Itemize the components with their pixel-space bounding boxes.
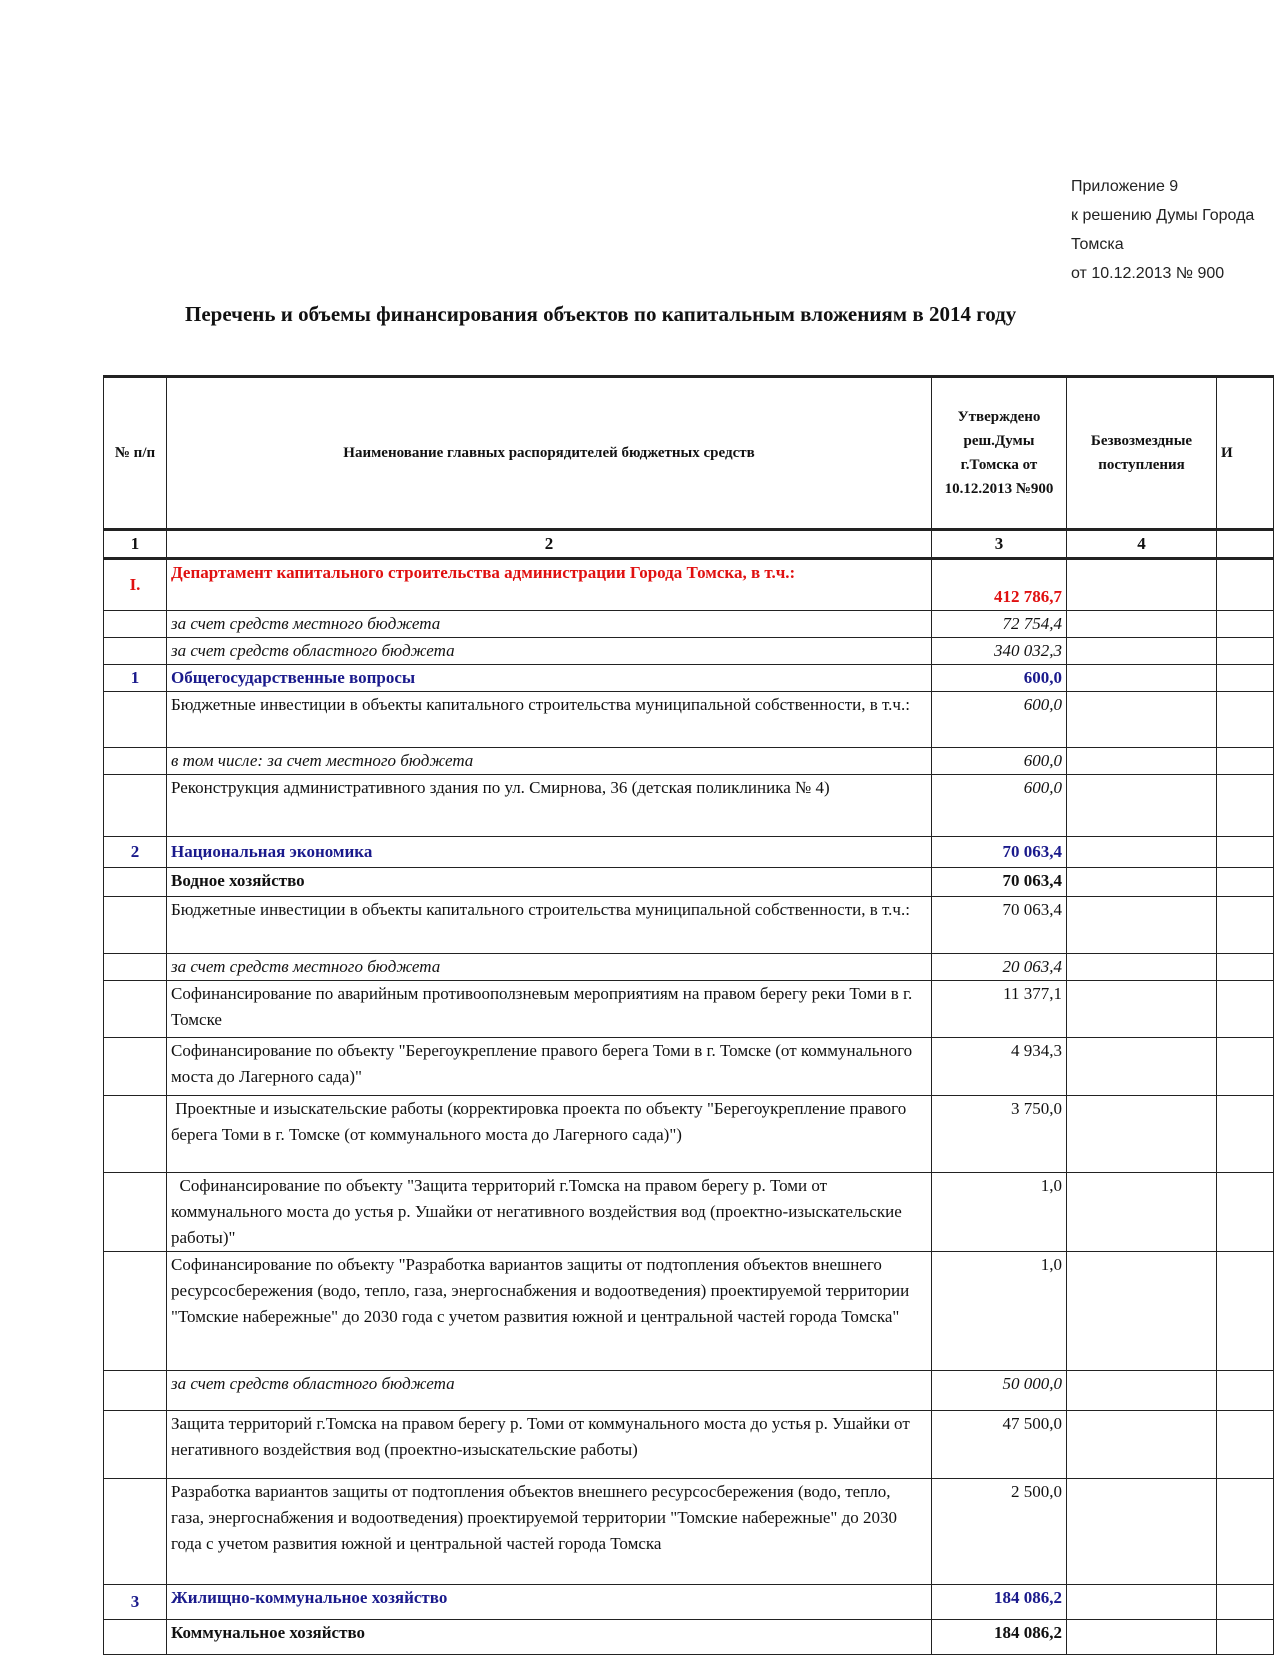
- row-name: за счет средств местного бюджета: [167, 954, 932, 981]
- row-grants-value: [1067, 1620, 1217, 1655]
- row-grants-value: [1067, 1411, 1217, 1479]
- col-number: 3: [932, 530, 1067, 559]
- row-grants-value: [1067, 1585, 1217, 1620]
- table-row: [104, 868, 1274, 897]
- table-row: [104, 559, 1274, 611]
- row-approved-value: 412 786,7: [932, 559, 1067, 611]
- row-grants-value: [1067, 638, 1217, 665]
- table-row: [104, 1038, 1274, 1096]
- row-col5-value: [1217, 954, 1274, 981]
- row-col5-value: [1217, 1371, 1274, 1411]
- table-row: [104, 1585, 1274, 1620]
- table-row: [104, 775, 1274, 837]
- row-number: [104, 954, 167, 981]
- row-name: Софинансирование по аварийным противооползневым мероприятиям на правом берегу реки Томи в г. Томске: [167, 981, 932, 1038]
- row-number: [104, 775, 167, 837]
- row-approved-value: 50 000,0: [932, 1371, 1067, 1411]
- row-grants-value: [1067, 1252, 1217, 1371]
- row-col5-value: [1217, 748, 1274, 775]
- row-name: Общегосударственные вопросы: [167, 665, 932, 692]
- row-name: Бюджетные инвестиции в объекты капитального строительства муниципальной собственности, в т.ч.:: [167, 692, 932, 748]
- row-name: Жилищно-коммунальное хозяйство: [167, 1585, 932, 1620]
- table-row: [104, 981, 1274, 1038]
- row-number: [104, 1411, 167, 1479]
- row-grants-value: [1067, 954, 1217, 981]
- row-grants-value: [1067, 1173, 1217, 1252]
- row-number: [104, 1620, 167, 1655]
- row-name: Софинансирование по объекту "Берегоукрепление правого берега Томи в г. Томске (от коммунального моста до Лагерного сада)": [167, 1038, 932, 1096]
- row-approved-value: 70 063,4: [932, 897, 1067, 954]
- row-number: [104, 1096, 167, 1173]
- table-row: [104, 1252, 1274, 1371]
- col-number: 2: [167, 530, 932, 559]
- row-number: [104, 868, 167, 897]
- row-approved-value: 340 032,3: [932, 638, 1067, 665]
- row-grants-value: [1067, 1479, 1217, 1585]
- row-col5-value: [1217, 1585, 1274, 1620]
- row-col5-value: [1217, 559, 1274, 611]
- row-approved-value: 184 086,2: [932, 1620, 1067, 1655]
- table-row: [104, 1479, 1274, 1585]
- row-grants-value: [1067, 748, 1217, 775]
- row-approved-value: 600,0: [932, 775, 1067, 837]
- row-name: Бюджетные инвестиции в объекты капитального строительства муниципальной собственности, в т.ч.:: [167, 897, 932, 954]
- table-row: [104, 1173, 1274, 1252]
- row-grants-value: [1067, 981, 1217, 1038]
- table-row: [104, 748, 1274, 775]
- row-grants-value: [1067, 1038, 1217, 1096]
- row-col5-value: [1217, 1479, 1274, 1585]
- row-col5-value: [1217, 611, 1274, 638]
- row-approved-value: 47 500,0: [932, 1411, 1067, 1479]
- row-approved-value: 600,0: [932, 748, 1067, 775]
- row-approved-value: 72 754,4: [932, 611, 1067, 638]
- appendix-line: к решению Думы Города Томска: [1071, 207, 1255, 253]
- row-name: за счет средств областного бюджета: [167, 1371, 932, 1411]
- row-name: Защита территорий г.Томска на правом берегу р. Томи от коммунального моста до устья р. Ушайки от негативного воздействия вод (проектно-изыскательские работы): [167, 1411, 932, 1479]
- table-row: [104, 665, 1274, 692]
- row-approved-value: 2 500,0: [932, 1479, 1067, 1585]
- appendix-note: [1071, 172, 1271, 288]
- row-name: Реконструкция административного здания по ул. Смирнова, 36 (детская поликлиника № 4): [167, 775, 932, 837]
- header-num: № п/п: [104, 377, 167, 530]
- row-approved-value: 70 063,4: [932, 837, 1067, 868]
- row-grants-value: [1067, 897, 1217, 954]
- row-name: Софинансирование по объекту "Защита территорий г.Томска на правом берегу р. Томи от коммунального моста до устья р. Ушайки от негативного воздействия вод (проектно-изыскательские работы)": [167, 1173, 932, 1252]
- row-col5-value: [1217, 837, 1274, 868]
- table-row: [104, 897, 1274, 954]
- row-grants-value: [1067, 868, 1217, 897]
- row-number: [104, 638, 167, 665]
- row-col5-value: [1217, 775, 1274, 837]
- row-number: [104, 1371, 167, 1411]
- row-name: Водное хозяйство: [167, 868, 932, 897]
- table-row: [104, 638, 1274, 665]
- header-row: [104, 377, 1274, 530]
- row-col5-value: [1217, 868, 1274, 897]
- row-grants-value: [1067, 611, 1217, 638]
- row-name: Разработка вариантов защиты от подтопления объектов внешнего ресурсосбережения (водо, тепло, газа, энергоснабжения и водоотведения) проектируемой территории "Томские набережные" до 2030 года с учетом развития южной и центральной частей города Томска: [167, 1479, 932, 1585]
- row-grants-value: [1067, 559, 1217, 611]
- table-row: [104, 1620, 1274, 1655]
- row-number: [104, 897, 167, 954]
- row-number: [104, 692, 167, 748]
- row-col5-value: [1217, 1096, 1274, 1173]
- row-grants-value: [1067, 837, 1217, 868]
- row-col5-value: [1217, 1173, 1274, 1252]
- row-approved-value: 3 750,0: [932, 1096, 1067, 1173]
- row-col5-value: [1217, 692, 1274, 748]
- row-approved-value: 4 934,3: [932, 1038, 1067, 1096]
- header-approved: Утверждено реш.Думы г.Томска от 10.12.2013 №900: [932, 377, 1067, 530]
- row-number: [104, 1479, 167, 1585]
- row-approved-value: 70 063,4: [932, 868, 1067, 897]
- row-grants-value: [1067, 665, 1217, 692]
- header-name: Наименование главных распорядителей бюджетных средств: [167, 377, 932, 530]
- row-grants-value: [1067, 1371, 1217, 1411]
- row-name: за счет средств областного бюджета: [167, 638, 932, 665]
- row-grants-value: [1067, 775, 1217, 837]
- header-col5: И: [1217, 377, 1274, 530]
- row-name: за счет средств местного бюджета: [167, 611, 932, 638]
- table-row: [104, 837, 1274, 868]
- row-approved-value: 11 377,1: [932, 981, 1067, 1038]
- table-row: [104, 1371, 1274, 1411]
- table-row: [104, 1411, 1274, 1479]
- table-row: [104, 1096, 1274, 1173]
- row-name: Национальная экономика: [167, 837, 932, 868]
- row-grants-value: [1067, 1096, 1217, 1173]
- appendix-line: Приложение 9: [1071, 178, 1179, 195]
- row-name: Проектные и изыскательские работы (корректировка проекта по объекту "Берегоукрепление правого берега Томи в г. Томске (от коммунального моста до Лагерного сада)"): [167, 1096, 932, 1173]
- col-number: 4: [1067, 530, 1217, 559]
- row-number: 3: [104, 1585, 167, 1620]
- row-approved-value: 600,0: [932, 692, 1067, 748]
- row-name: в том числе: за счет местного бюджета: [167, 748, 932, 775]
- row-approved-value: 20 063,4: [932, 954, 1067, 981]
- table-row: [104, 692, 1274, 748]
- row-approved-value: 1,0: [932, 1173, 1067, 1252]
- financing-table: [103, 375, 1274, 1655]
- row-col5-value: [1217, 1411, 1274, 1479]
- table-row: [104, 954, 1274, 981]
- row-number: [104, 981, 167, 1038]
- row-number: [104, 1173, 167, 1252]
- row-col5-value: [1217, 981, 1274, 1038]
- row-col5-value: [1217, 1252, 1274, 1371]
- row-col5-value: [1217, 897, 1274, 954]
- row-approved-value: 600,0: [932, 665, 1067, 692]
- column-number-row: [104, 530, 1274, 559]
- row-name: Департамент капитального строительства администрации Города Томска, в т.ч.:: [167, 559, 932, 611]
- col-number: [1217, 530, 1274, 559]
- row-number: [104, 1252, 167, 1371]
- row-col5-value: [1217, 665, 1274, 692]
- row-number: [104, 611, 167, 638]
- appendix-line: от 10.12.2013 № 900: [1071, 265, 1225, 282]
- row-grants-value: [1067, 692, 1217, 748]
- row-name: Софинансирование по объекту "Разработка вариантов защиты от подтопления объектов внешнего ресурсосбережения (водо, тепло, газа, энергоснабжения и водоотведения) проектируемой территории "Томские набережные" до 2030 года с учетом развития южной и центральной частей города Томска": [167, 1252, 932, 1371]
- row-number: I.: [104, 559, 167, 611]
- row-number: [104, 1038, 167, 1096]
- row-approved-value: 184 086,2: [932, 1585, 1067, 1620]
- row-name: Коммунальное хозяйство: [167, 1620, 932, 1655]
- row-number: 2: [104, 837, 167, 868]
- document-title: Перечень и объемы финансирования объектов по капитальным вложениям в 2014 году: [185, 302, 1017, 326]
- table-row: [104, 611, 1274, 638]
- row-col5-value: [1217, 1038, 1274, 1096]
- row-col5-value: [1217, 638, 1274, 665]
- row-number: 1: [104, 665, 167, 692]
- row-approved-value: 1,0: [932, 1252, 1067, 1371]
- header-grants: Безвозмездные поступления: [1067, 377, 1217, 530]
- row-number: [104, 748, 167, 775]
- col-number: 1: [104, 530, 167, 559]
- row-col5-value: [1217, 1620, 1274, 1655]
